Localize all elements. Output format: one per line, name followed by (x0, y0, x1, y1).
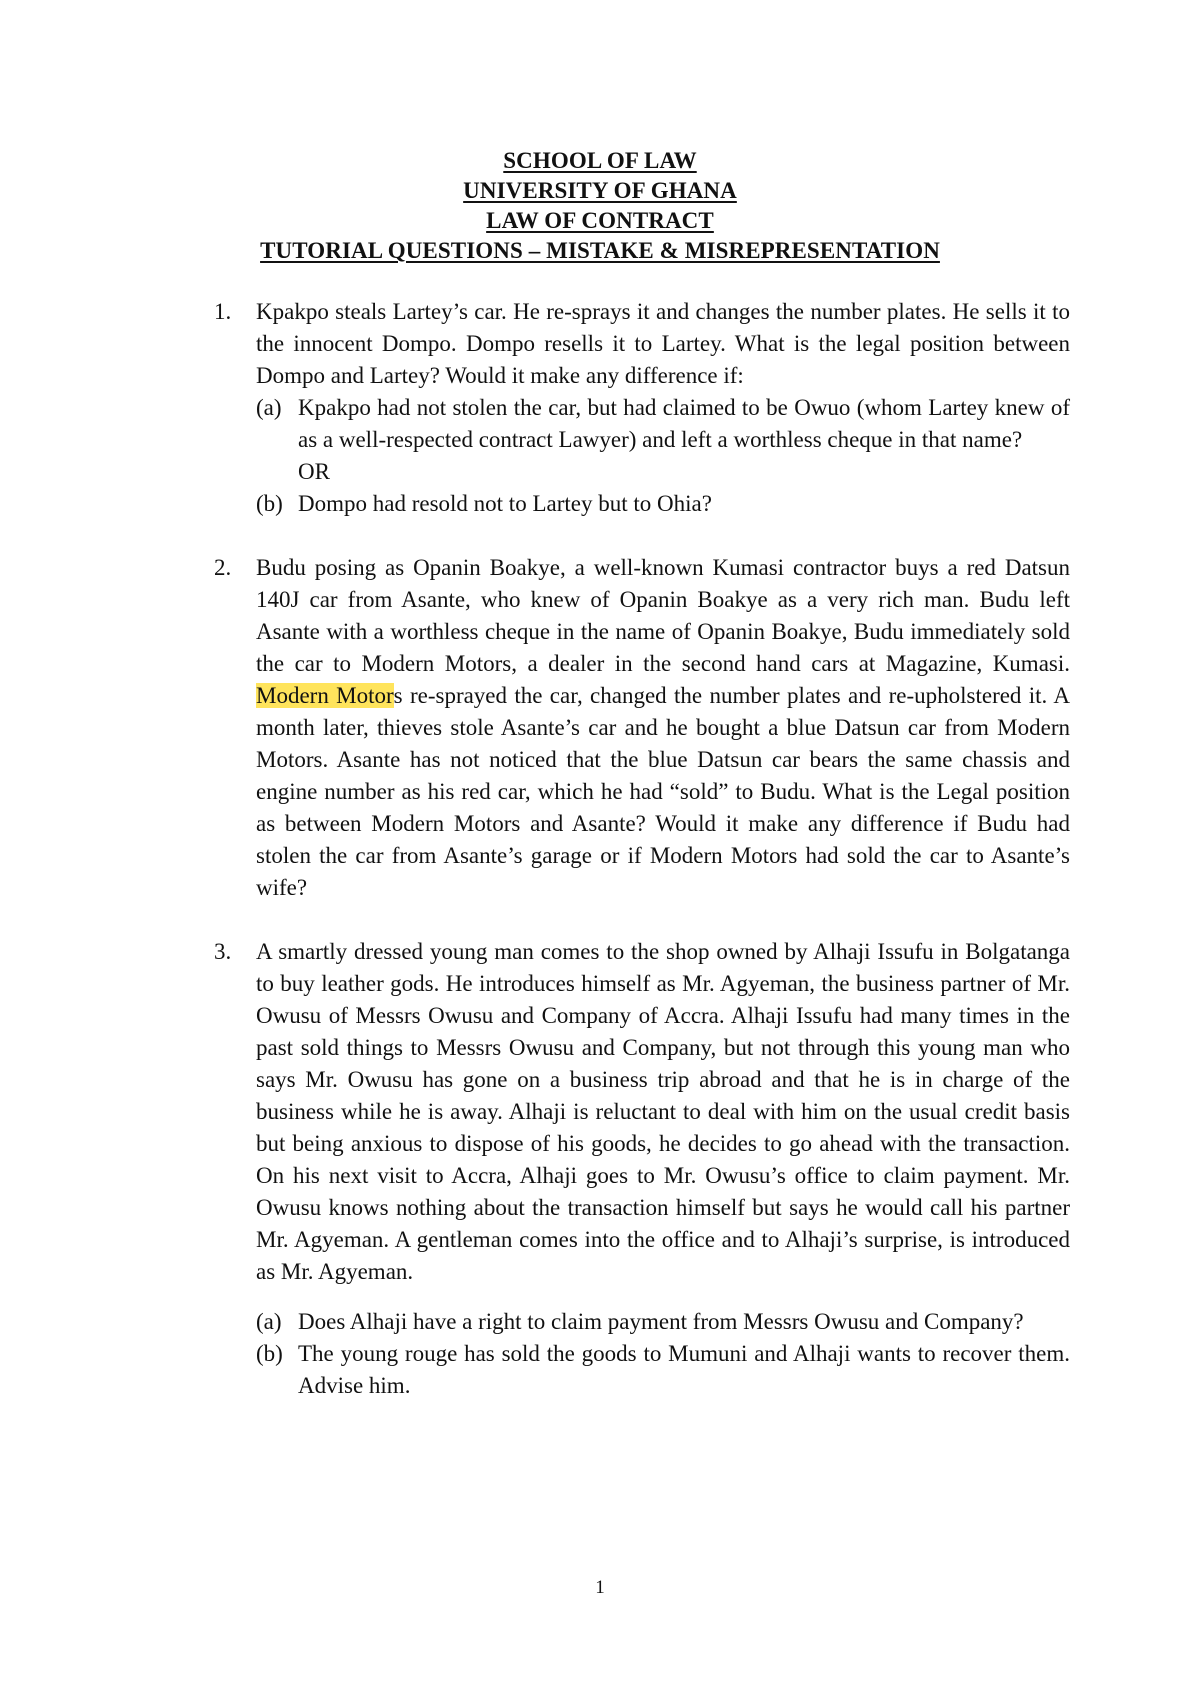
page-number: 1 (595, 1577, 605, 1598)
sub-question-b (256, 1338, 1070, 1402)
sub-question-text: The young rouge has sold the goods to Mumuni and Alhaji wants to recover them. Advise him. (298, 1341, 1070, 1398)
question-text: A smartly dressed young man comes to the shop owned by Alhaji Issufu in Bolgatanga to buy leather gods. He introduces himself as Mr. Agyeman, the business partner of Mr. Owusu of Messrs Owusu and Company of Accra. Alhaji Issufu had many times in the past sold things to Messrs Owusu and Company, but not through this young man who says Mr. Owusu has gone on a business trip abroad and that he is in charge of the business while he is away. Alhaji is reluctant to deal with him on the usual credit basis but being anxious to dispose of his goods, he decides to go ahead with the transaction. On his next visit to Accra, Alhaji goes to Mr. Owusu’s office to claim payment. Mr. Owusu knows nothing about the transaction himself but says he would call his partner Mr. Agyeman. A gentleman comes into the office and to Alhaji’s surprise, is introduced as Mr. Agyeman. (256, 939, 1070, 1284)
question-number: 2. (214, 555, 232, 580)
question-list (214, 296, 1070, 1402)
university-title: UNIVERSITY OF GHANA (463, 178, 737, 203)
or-text: OR (298, 459, 330, 484)
question-2 (214, 552, 1070, 904)
document-header (0, 146, 1200, 266)
sub-question-text: Kpakpo had not stolen the car, but had claimed to be Owuo (whom Lartey knew of as a well-respected contract Lawyer) and left a worthless cheque in that name? (298, 395, 1070, 452)
question-3 (214, 936, 1070, 1402)
question-number: 1. (214, 299, 232, 324)
question-1 (214, 296, 1070, 520)
question-text (256, 552, 1070, 904)
course-title: LAW OF CONTRACT (486, 208, 714, 233)
sub-question-label: (a) (256, 1309, 282, 1334)
sub-question-label: (b) (256, 1341, 283, 1366)
sub-question-a (256, 392, 1070, 456)
question-text-part: s re-sprayed the car, changed the number plates and re-upholstered it. A month later, thieves stole Asante’s car and he bought a blue Datsun car from Modern Motors. Asante has not noticed that the blue Datsun car bears the same chassis and engine number as his red car, which he had “sold” to Budu. What is the Legal position as between Modern Motors and Asante? Would it make any difference if Budu had stolen the car from Asante’s garage or if Modern Motors had sold the car to Asante’s wife? (256, 683, 1070, 900)
sub-question-a (256, 1306, 1070, 1338)
sub-question-label: (b) (256, 491, 283, 516)
school-title: SCHOOL OF LAW (503, 148, 697, 173)
sub-question-b (256, 488, 1070, 520)
sub-question-text: Does Alhaji have a right to claim payment from Messrs Owusu and Company? (298, 1309, 1024, 1334)
question-text-part: Budu posing as Opanin Boakye, a well-known Kumasi contractor buys a red Datsun 140J car from Asante, who knew of Opanin Boakye as a very rich man. Budu left Asante with a worthless cheque in the name of Opanin Boakye, Budu immediately sold the car to Modern Motors, a dealer in the second hand cars at Magazine, Kumasi. (256, 555, 1070, 676)
question-number: 3. (214, 939, 232, 964)
sub-question-text: Dompo had resold not to Lartey but to Ohia? (298, 491, 712, 516)
tutorial-title: TUTORIAL QUESTIONS – MISTAKE & MISREPRESENTATION (260, 238, 940, 263)
question-text: Kpakpo steals Lartey’s car. He re-sprays it and changes the number plates. He sells it to the innocent Dompo. Dompo resells it to Lartey. What is the legal position between Dompo and Lartey? Would it make any difference if: (256, 299, 1070, 388)
sub-question-label: (a) (256, 395, 282, 420)
highlighted-text: Modern Motor (256, 683, 394, 708)
